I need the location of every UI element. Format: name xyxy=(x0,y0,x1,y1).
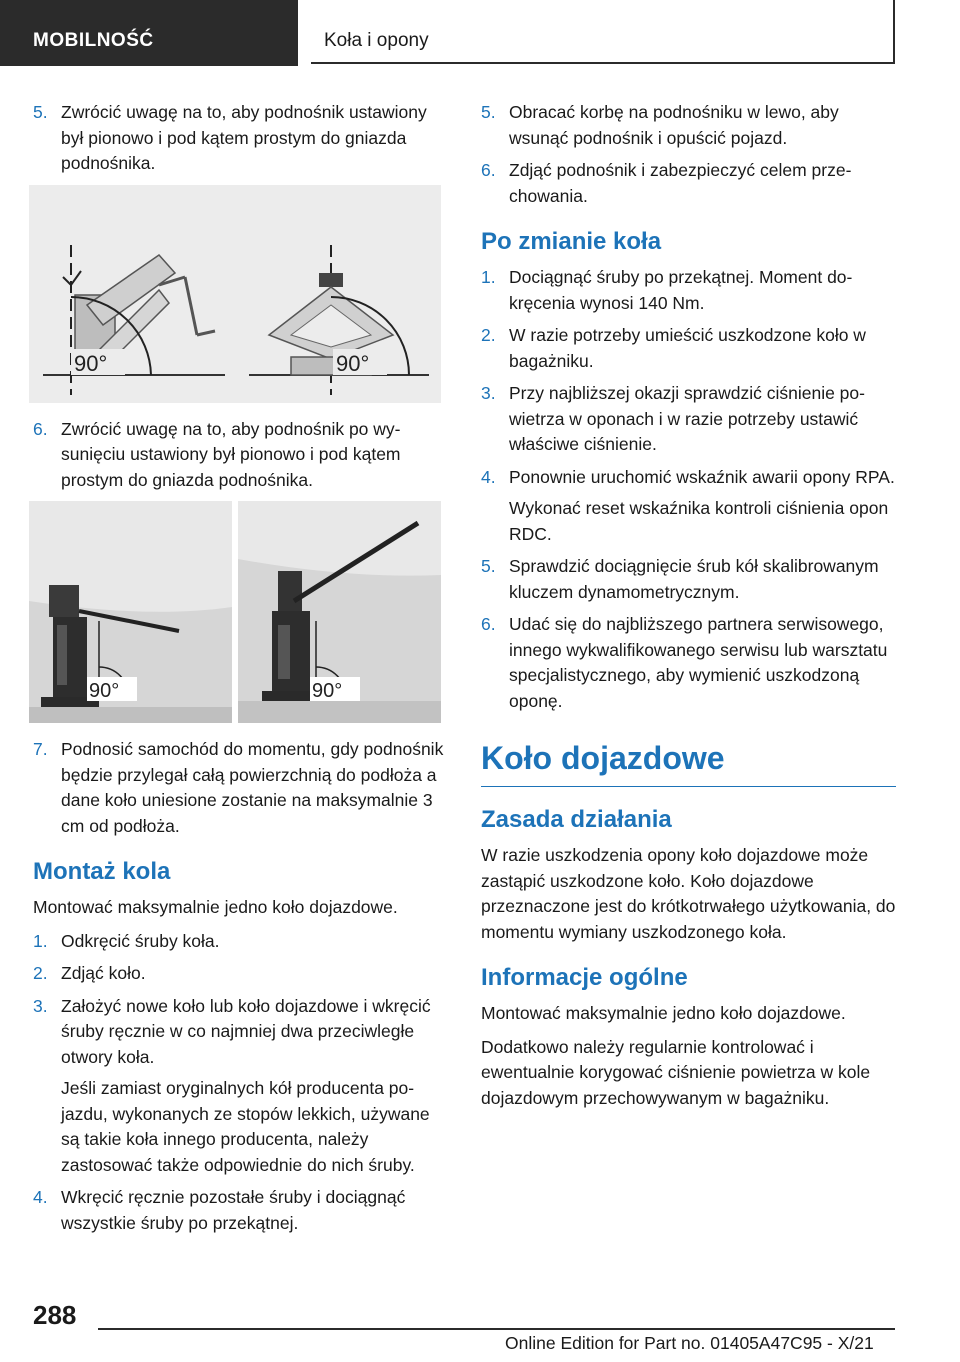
step-text: Udać się do najbliższego partnera serwisowego, innego wykwalifikowanego serwisu lub warsztatu specjalistycznego, aby wymienić uszkodzoną oponę. xyxy=(509,614,888,711)
section-heading-mount: Montaż kola xyxy=(33,858,171,885)
step-item xyxy=(33,417,445,494)
angle-label: 90° xyxy=(74,350,108,376)
page-number: 288 xyxy=(33,1300,77,1330)
step-item xyxy=(481,100,896,151)
step-number: 2. xyxy=(33,963,48,983)
step-note: Jeśli zamiast oryginalnych kół producenta pojazdu, wykonanych ze stopów lekkich, używane są takie koła innego producenta, należy zastosować także odpowiednie do nich śruby. xyxy=(61,1078,430,1175)
step-item xyxy=(481,323,896,374)
section-heading-general-info: Informacje ogólne xyxy=(481,964,688,991)
step-item xyxy=(33,737,445,839)
step-number: 1. xyxy=(481,267,496,287)
step-note: Wykonać reset wskaźnika kontroli ciśnienia opon RDC. xyxy=(509,498,889,544)
step-item xyxy=(481,612,896,714)
step-number: 2. xyxy=(481,325,496,345)
jack-alignment-illustration xyxy=(29,185,441,403)
edition-footer: Online Edition for Part no. 01405A47C95 - X/21 xyxy=(505,1333,874,1353)
step-text: Ponownie uruchomić wskaźnik awarii opony RPA. xyxy=(509,466,895,487)
step-number: 4. xyxy=(481,466,496,487)
step-text: Zwrócić uwagę na to, aby podnośnik po wysunięciu ustawiony był pionowo i pod kątem prostym do gniazda podnośnika. xyxy=(61,418,401,490)
step-text: W razie potrzeby umieścić uszkodzone koło w bagażniku. xyxy=(509,325,866,371)
jack-photo-right xyxy=(238,501,441,723)
page-header xyxy=(0,0,960,82)
step-text: Wkręcić ręcznie pozostałe śruby i dociągnąć wszystkie śruby po przekątnej. xyxy=(61,1187,406,1233)
section-heading-principle: Zasada działania xyxy=(481,806,672,833)
general-text-1: Montować maksymalnie jedno koło dojazdowe. xyxy=(481,1003,846,1023)
left-column xyxy=(33,100,445,1243)
jack-alignment-figure xyxy=(29,185,441,403)
right-column xyxy=(481,100,896,1119)
step-number: 6. xyxy=(481,614,496,634)
step-text: Odkręcić śruby koła. xyxy=(61,930,220,951)
step-text: Zdjąć podnośnik i zabezpieczyć celem przechowania. xyxy=(509,160,852,206)
step-text: Obracać korbę na podnośniku w lewo, aby wsunąć podnośnik i opuścić pojazd. xyxy=(509,102,839,148)
jack-photo-left xyxy=(29,501,232,723)
step-text: Założyć nowe koło lub koło dojazdowe i wkręcić śruby ręcznie w co najmniej dwa przeciwległe otwory koła. xyxy=(61,995,431,1067)
step-number: 5. xyxy=(481,102,496,122)
step-item xyxy=(481,158,896,209)
step-text: Przy najbliższej okazji sprawdzić ciśnienie powietrza w oponach i w razie potrzeby ustawić właściwe ciśnienie. xyxy=(509,383,865,454)
step-text: Dociągnąć śruby po przekątnej. Moment dokręcenia wynosi 140 Nm. xyxy=(509,267,853,313)
step-text: Podnosić samochód do momentu, gdy podnośnik będzie przylegał całą powierzchnią do podłoża a dane koło uniesione zostanie na maksymalnie 3 cm od podłoża. xyxy=(61,739,444,836)
angle-label: 90° xyxy=(336,350,370,376)
general-text-2: Dodatkowo należy regularnie kontrolować i ewentualnie korygować ciśnienie powietrza w kole dojazdowym przechowywanym w bagażniku. xyxy=(481,1036,871,1108)
step-number: 5. xyxy=(481,556,496,576)
step-number: 5. xyxy=(33,102,48,122)
section-label: MOBILNOŚĆ xyxy=(0,0,298,66)
mount-intro: Montować maksymalnie jedno koło dojazdowe. xyxy=(33,897,398,917)
jack-crank-photo xyxy=(238,501,441,723)
step-item xyxy=(33,961,445,987)
jack-left-icon xyxy=(63,245,215,395)
footer-divider xyxy=(98,1328,895,1330)
jack-photo-figure xyxy=(29,501,441,723)
angle-label: 90° xyxy=(89,680,120,702)
step-number: 3. xyxy=(481,383,496,403)
step-number: 7. xyxy=(33,739,48,759)
step-item xyxy=(33,1185,445,1236)
step-number: 3. xyxy=(33,995,48,1016)
step-item xyxy=(481,554,896,605)
jack-under-car-photo xyxy=(29,501,232,723)
step-text: Zdjąć koło. xyxy=(61,963,146,983)
step-number: 6. xyxy=(33,418,48,439)
step-item xyxy=(481,265,896,316)
step-number: 6. xyxy=(481,160,496,180)
principle-text: W razie uszkodzenia opony koło dojazdowe może zastąpić uszkodzone koło. Koło dojazdowe przeznaczone jest do krótkotrwałego użytkowania, do momentu wymiany uszkodzonego koła. xyxy=(481,845,896,942)
step-text: Sprawdzić dociągnięcie śrub kół skalibrowanym kluczem dynamometrycznym. xyxy=(509,556,879,602)
step-item xyxy=(481,465,896,548)
step-number: 4. xyxy=(33,1187,48,1207)
step-item xyxy=(33,929,445,955)
step-item xyxy=(481,381,896,458)
step-text: Zwrócić uwagę na to, aby podnośnik ustawiony był pionowo i pod kątem prostym do gniazda podnośnika. xyxy=(61,102,427,173)
chapter-heading-spare-wheel: Koło dojazdowe xyxy=(481,738,896,787)
step-item xyxy=(33,994,445,1179)
angle-label: 90° xyxy=(312,680,343,702)
chapter-label: Koła i opony xyxy=(311,0,895,64)
step-item xyxy=(33,100,445,177)
jack-right-icon xyxy=(269,245,409,395)
step-number: 1. xyxy=(33,930,48,951)
section-heading-after-change: Po zmianie koła xyxy=(481,228,662,255)
